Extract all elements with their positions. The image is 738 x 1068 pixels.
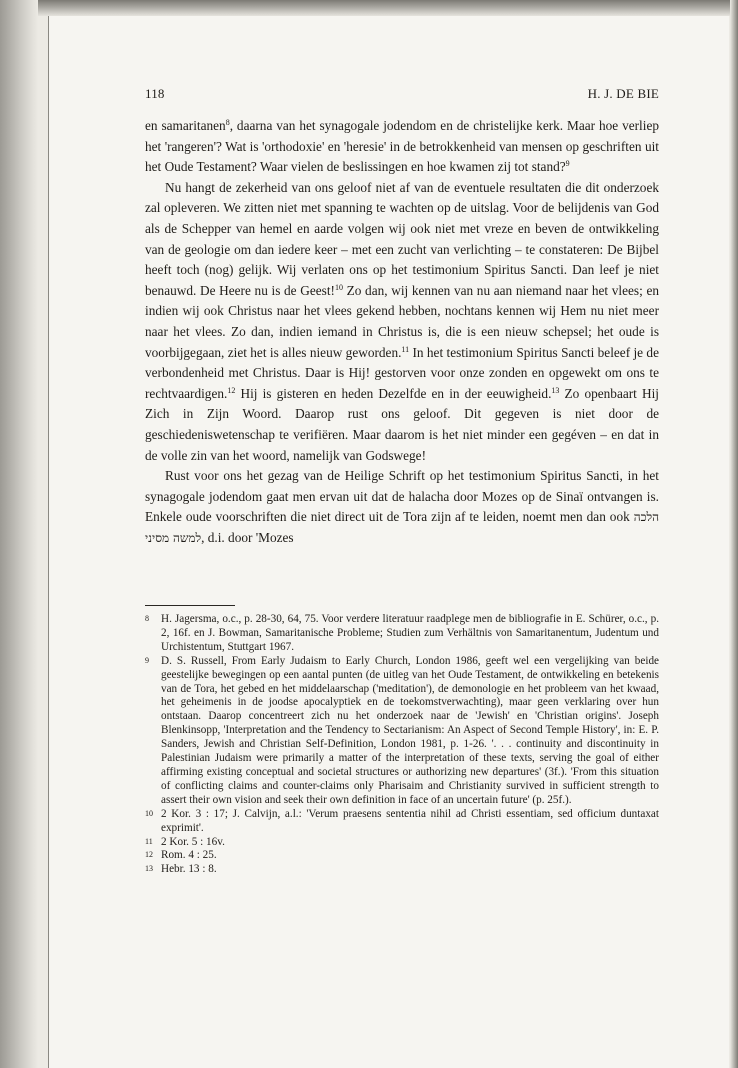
footnote-10 xyxy=(145,808,659,836)
footnote-ref-9: 9 xyxy=(565,159,570,169)
footnote-ref-12: 12 xyxy=(227,385,236,395)
scan-top-shadow xyxy=(0,0,738,16)
hebrew-phrase: הלכה למשה מסיני xyxy=(145,510,659,545)
footnote-text: Hebr. 13 : 8. xyxy=(161,863,217,876)
body-text xyxy=(145,116,659,548)
paragraph-3 xyxy=(145,466,659,548)
footnote-number: 8 xyxy=(145,614,149,623)
footnote-number: 13 xyxy=(145,864,153,874)
paragraph-2 xyxy=(145,178,659,466)
p2-text-c: In het testimonium Spiritus Sancti beleef je de verbondenheid met Christus. Daar is Hij! gestorven voor onze zonden en opgewekt om ons te rechtvaardigen. xyxy=(145,344,659,401)
scan-binding-shadow xyxy=(0,0,38,1068)
footnote-rule xyxy=(145,605,235,606)
p3-text-b: , d.i. door 'Mozes xyxy=(201,529,294,545)
footnote-text: Rom. 4 : 25. xyxy=(161,849,217,862)
p1-text-b: , daarna van het synagogale jodendom en de christelijke kerk. Maar hoe verliep het 'rangeren'? Wat is 'orthodoxie' en 'heresie' in de betrokkenheid van mensen op geschriften uit het Oude Testament? Waar vielen de beslissingen en hoe kwamen zij tot stand? xyxy=(145,118,659,175)
p3-text-a: Rust voor ons het gezag van de Heilige Schrift op het testimonium Spiritus Sancti, in het synagogale jodendom gaat men ervan uit dat de halacha door Mozes op de Sinaï ontvangen is. Enkele oude voorschriften die niet direct uit de Tora zijn af te leiden, noemt men dan ook xyxy=(145,468,659,525)
running-head-author: H. J. DE BIE xyxy=(587,86,659,101)
p2-text-e: Zo openbaart Hij Zich in Zijn Woord. Daarop rust ons geloof. Dit gegeven is niet door de geschiedeniswetenschap te verifiëren. Maar daarom is het niet minder een gegéven – en dat in de volle zin van het woord, namelijk van Godswege! xyxy=(145,385,659,463)
footnote-text: H. Jagersma, o.c., p. 28-30, 64, 75. Voor verdere literatuur raadplege men de bibliografie in E. Schürer, o.c., p. 2, 16f. en J. Bowman, Samaritanische Probleme; Studien zum Verhältnis von Samaritanentum, Judentum und Urchistentum, Stuttgart 1967. xyxy=(161,613,659,653)
footnote-ref-8: 8 xyxy=(225,118,230,127)
footnote-text: D. S. Russell, From Early Judaism to Early Church, London 1986, geeft wel een vergelijking van beide geestelijke bewegingen op een aantal punten (de uitleg van het Oude Testament, de ontwikkeling en betekenis van de Tora, het gebed en het middelaarschap ('meditation'), de demonologie en het probleem van het kwaad, het geheimenis in de joodse apocalyptiek en de toekomstverwachting), maar geen verklaring over hun ontstaan. Daarop concentreert zich nu het onderzoek naar de 'Jewish' en 'Christian origins'. Joseph Blenkinsopp, 'Interpretation and the Tendency to Sectarianism: An Aspect of Second Temple History', in: E. P. Sanders, Jewish and Christian Self-Definition, London 1981, p. 1-26. '. . . continuity and discontinuity in Palestinian Judaism were primarily a matter of the interpretation of these texts, serving the goal of either affirming existing conceptual and societal structures or authorizing new departures' (3f.). 'From this situation of conflicting claims and counter-claims only Pharisaim and Christianity survived in sufficient strength to assert their own vision and seek their own definition in face of an uncertain future' (p. 25f.). xyxy=(161,654,659,806)
footnote-number: 10 xyxy=(145,808,153,818)
footnote-11 xyxy=(145,836,659,850)
footnote-ref-13: 13 xyxy=(551,385,560,395)
footnote-number: 12 xyxy=(145,850,153,860)
footnote-12 xyxy=(145,849,659,863)
footnote-ref-11: 11 xyxy=(401,344,410,354)
footnote-number: 11 xyxy=(145,836,153,846)
footnote-text: 2 Kor. 3 : 17; J. Calvijn, a.l.: 'Verum praesens sententia nihil ad Christi essentiam, sed officium duntaxat exprimit'. xyxy=(161,807,659,834)
scan-right-edge xyxy=(730,0,738,1068)
footnote-number: 9 xyxy=(145,655,149,665)
page-number: 118 xyxy=(145,86,165,101)
p2-text-a: Nu hangt de zekerheid van ons geloof niet af van de eventuele resultaten die dit onderzoek zal opleveren. We zitten niet met spanning te wachten op de uitslag. Voor de belijdenis van God als de Schepper van hemel en aarde volgen wij ook niet met vreze en beven de ontwikkeling van de geologie om dan iedere keer – met een zucht van verlichting – te constateren: De Bijbel heeft toch (nog) gelijk. Wij verlaten ons op het testimonium Spiritus Sancti. Dan leef je niet benauwd. De Heere nu is de Geest! xyxy=(145,179,659,298)
running-header xyxy=(145,86,659,102)
footnote-text: 2 Kor. 5 : 16v. xyxy=(161,835,225,848)
footnote-9 xyxy=(145,655,659,808)
p1-text-a: en samaritanen xyxy=(145,118,226,133)
footnote-13 xyxy=(145,863,659,877)
paragraph-1 xyxy=(145,116,659,178)
footnotes xyxy=(145,613,659,877)
p2-text-d: Hij is gisteren en heden Dezelfde en in der eeuwigheid. xyxy=(235,385,552,401)
footnote-8 xyxy=(145,613,659,655)
p2-text-b: Zo dan, wij kennen van nu aan niemand naar het vlees; en indien wij ook Christus naar het vlees gekend hebben, nochtans kennen wij Hem nu niet meer naar het vlees. Zo dan, indien iemand in Christus is, die is een nieuw schepsel; het oude is voorbijgegaan, ziet het is alles nieuw geworden. xyxy=(145,282,659,360)
footnote-ref-10: 10 xyxy=(334,282,343,292)
